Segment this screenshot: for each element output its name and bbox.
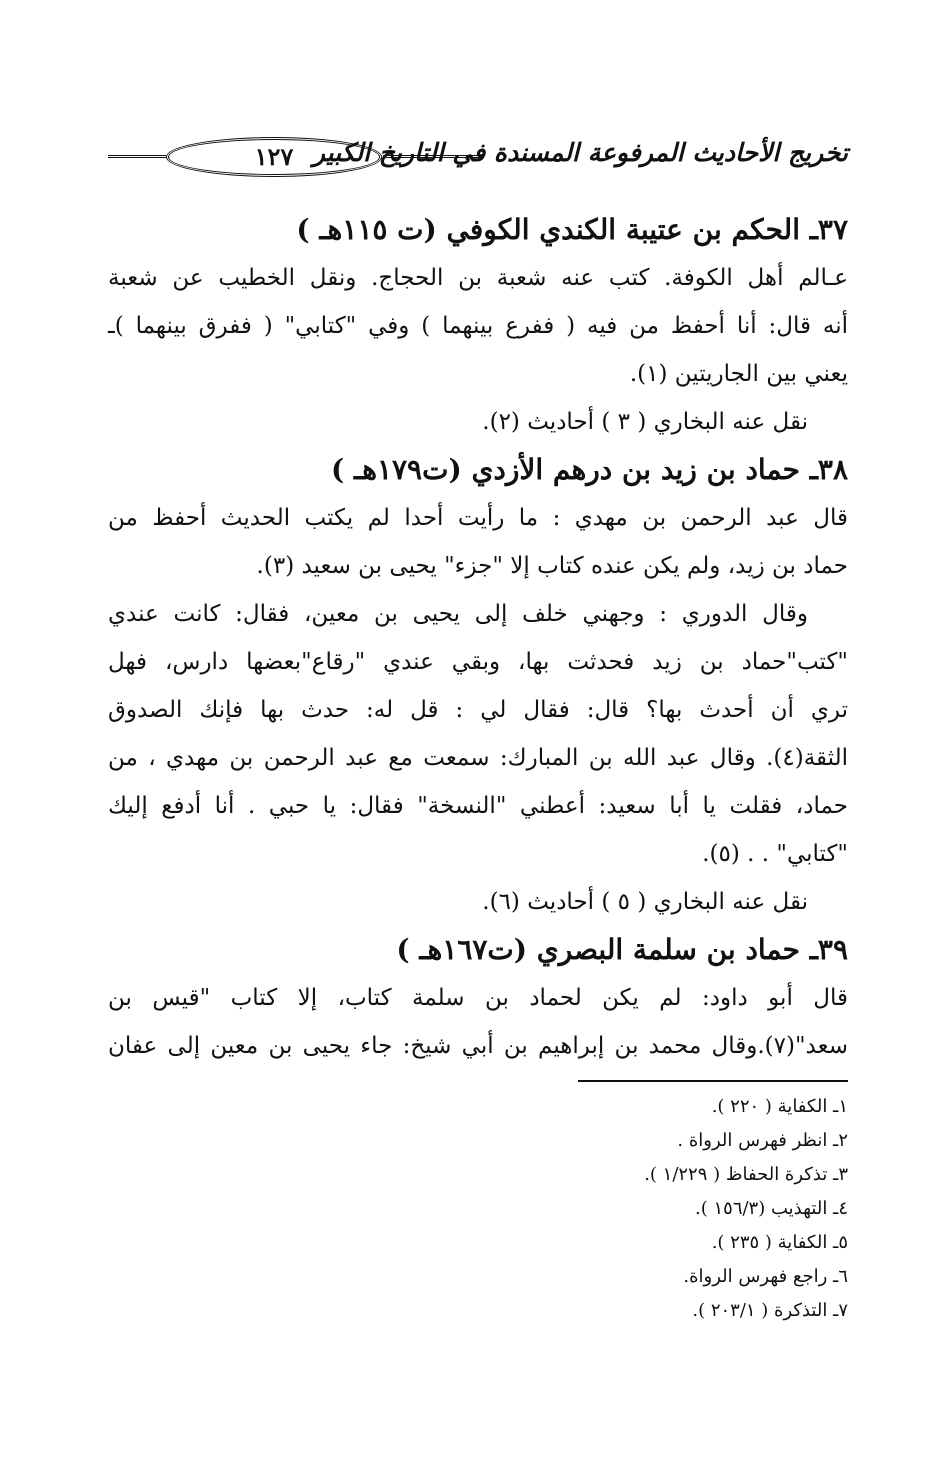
running-header bbox=[108, 128, 848, 188]
entry-heading-38: ٣٨ـ حماد بن زيد بن درهم الأزدي (ت١٧٩هـ ) bbox=[331, 453, 848, 486]
text-line: نقل عنه البخاري ( ٥ ) أحاديث (٦). bbox=[482, 889, 808, 915]
header-rule-left bbox=[108, 155, 166, 161]
footnote: ١ـ الكفاية ( ٢٢٠ ). bbox=[711, 1096, 848, 1117]
text-line: قال عبد الرحمن بن مهدي : ما رأيت أحدا لم يكتب الحديث أحفظ من bbox=[108, 505, 848, 531]
text-line: وقال الدوري : وجهني خلف إلى يحيى بن معين، فقال: كانت عندي bbox=[108, 601, 808, 627]
footnote: ٢ـ انظر فهرس الرواة . bbox=[677, 1130, 848, 1151]
page-number: ١٢٧ bbox=[166, 137, 382, 177]
text-line: عـالم أهل الكوفة. كتب عنه شعبة بن الحجاج. ونقل الخطيب عن شعبة bbox=[108, 265, 848, 291]
footnote: ٧ـ التذكرة ( ٢٠٣/١ ). bbox=[692, 1300, 848, 1321]
footnote-separator bbox=[578, 1080, 848, 1082]
entry-heading-39: ٣٩ـ حماد بن سلمة البصري (ت١٦٧هـ ) bbox=[396, 933, 848, 966]
text-line: قال أبو داود: لم يكن لحماد بن سلمة كتاب، إلا كتاب "قيس بن bbox=[108, 985, 848, 1011]
text-line: أنه قال: أنا أحفظ من فيه ( ففرع بينهما ) وفي "كتابي" ( ففرق بينهما )ـ bbox=[108, 313, 848, 339]
text-line: الثقة(٤). وقال عبد الله بن المبارك: سمعت مع عبد الرحمن بن مهدي ، من bbox=[108, 745, 848, 771]
footnote: ٣ـ تذكرة الحفاظ ( ١/٢٢٩ ). bbox=[644, 1164, 848, 1185]
entry-heading-37: ٣٧ـ الحكم بن عتيبة الكندي الكوفي (ت ١١٥هـ ) bbox=[296, 213, 848, 246]
text-line: حماد بن زيد، ولم يكن عنده كتاب إلا "جزء" يحيى بن سعيد (٣). bbox=[256, 553, 848, 579]
text-line: نقل عنه البخاري ( ٣ ) أحاديث (٢). bbox=[482, 409, 808, 435]
footnote: ٦ـ راجع فهرس الرواة. bbox=[683, 1266, 848, 1287]
text-line: سعد"(٧).وقال محمد بن إبراهيم بن أبي شيخ: جاء يحيى بن معين إلى عفان bbox=[108, 1033, 848, 1059]
footnote: ٥ـ الكفاية ( ٢٣٥ ). bbox=[711, 1232, 848, 1253]
text-line: "كتابي" . . (٥). bbox=[702, 841, 848, 867]
text-line: يعني بين الجاريتين (١). bbox=[629, 361, 848, 387]
text-line: تري أن أحدث بها؟ قال: فقال لي : قل له: حدث بها فإنك الصدوق bbox=[108, 697, 848, 723]
text-line: حماد، فقلت يا أبا سعيد: أعطني "النسخة" فقال: يا حبي . أنا أدفع إليك bbox=[108, 793, 848, 819]
footnote: ٤ـ التهذيب (١٥٦/٣ ). bbox=[695, 1198, 848, 1219]
book-title: تخريج الأحاديث المرفوعة المسندة في التاريخ الكبير bbox=[312, 138, 848, 167]
text-line: "كتب"حماد بن زيد فحدثت بها، وبقي عندي "رقاع"بعضها دارس، فهل bbox=[108, 649, 848, 675]
